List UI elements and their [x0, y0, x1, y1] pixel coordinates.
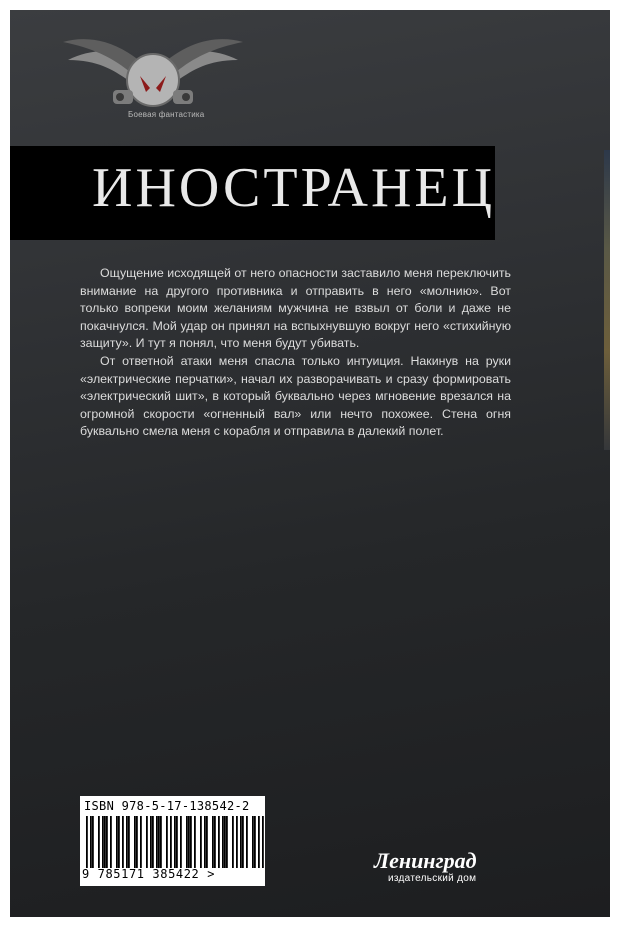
barcode-bar: [150, 816, 152, 868]
barcode-bar: [136, 816, 138, 868]
barcode-bar: [194, 816, 196, 868]
barcode-bar: [254, 816, 256, 868]
barcode-bar: [242, 816, 244, 868]
barcode-bar: [252, 816, 254, 868]
barcode-bar: [226, 816, 228, 868]
barcode-bar: [190, 816, 192, 868]
barcode-bar: [152, 816, 154, 868]
barcode-bar: [146, 816, 148, 868]
barcode-bar: [174, 816, 176, 868]
barcode-bar: [106, 816, 108, 868]
barcode-bar: [188, 816, 190, 868]
barcode-bar: [122, 816, 124, 868]
barcode-bars: [86, 816, 264, 868]
barcode-bar: [180, 816, 182, 868]
barcode-bar: [140, 816, 142, 868]
blurb-paragraph: Ощущение исходящей от него опасности заставило меня переключить внимание на другого противника и отправить в него «молнию». Вот только вопреки моим желаниям мужчина не взвыл от боли и даже не покачнулся. Мой удар он принял на вспыхнувшую вокруг него «стихийную защиту». И тут я понял, что меня будут убивать.: [80, 266, 511, 351]
barcode-bar: [206, 816, 208, 868]
barcode-bar: [90, 816, 92, 868]
publisher-logo: [374, 850, 477, 884]
front-cover-edge: [604, 150, 610, 450]
barcode-bar: [118, 816, 120, 868]
blurb-paragraph: От ответной атаки меня спасла только интуиция. Накинув на руки «электрические перчатки», начал их разворачивать и сразу формировать «электрический шит», в который буквально через мгновение врезался на огромной скорости «огненный вал» или нечто похожее. Стена огня буквально смела меня с корабля и отправила в далекий полет.: [80, 353, 511, 439]
barcode-bar: [102, 816, 104, 868]
barcode-bar: [200, 816, 202, 868]
barcode-bar: [186, 816, 188, 868]
book-back-cover: [10, 10, 610, 917]
barcode-bar: [158, 816, 160, 868]
publisher-name: Ленинград: [374, 848, 477, 873]
barcode-bar: [86, 816, 88, 868]
barcode-bar: [128, 816, 130, 868]
barcode-bar: [134, 816, 136, 868]
barcode-bar: [258, 816, 260, 868]
barcode-bar: [240, 816, 242, 868]
barcode-bar: [262, 816, 264, 868]
barcode-bar: [126, 816, 128, 868]
barcode-bar: [218, 816, 220, 868]
barcode-bar: [156, 816, 158, 868]
barcode-bar: [224, 816, 226, 868]
blurb-text: [80, 265, 511, 441]
barcode-bar: [166, 816, 168, 868]
book-title: ИНОСТРАНЕЦ: [92, 157, 496, 219]
barcode-bar: [170, 816, 172, 868]
barcode-bar: [110, 816, 112, 868]
barcode-bar: [104, 816, 106, 868]
barcode-block: [80, 796, 265, 886]
barcode-bar: [246, 816, 248, 868]
barcode-bar: [176, 816, 178, 868]
series-caption: Боевая фантастика: [128, 110, 205, 119]
barcode-bar: [116, 816, 118, 868]
barcode-bar: [232, 816, 234, 868]
barcode-bar: [222, 816, 224, 868]
barcode-bar: [98, 816, 100, 868]
publisher-subtitle: издательский дом: [388, 873, 477, 884]
barcode-bar: [212, 816, 214, 868]
isbn-label: ISBN 978-5-17-138542-2: [84, 799, 250, 813]
barcode-bar: [204, 816, 206, 868]
barcode-bar: [236, 816, 238, 868]
barcode-digits: 9 785171 385422 >: [82, 867, 216, 881]
barcode-bar: [92, 816, 94, 868]
barcode-bar: [214, 816, 216, 868]
barcode-bar: [160, 816, 162, 868]
